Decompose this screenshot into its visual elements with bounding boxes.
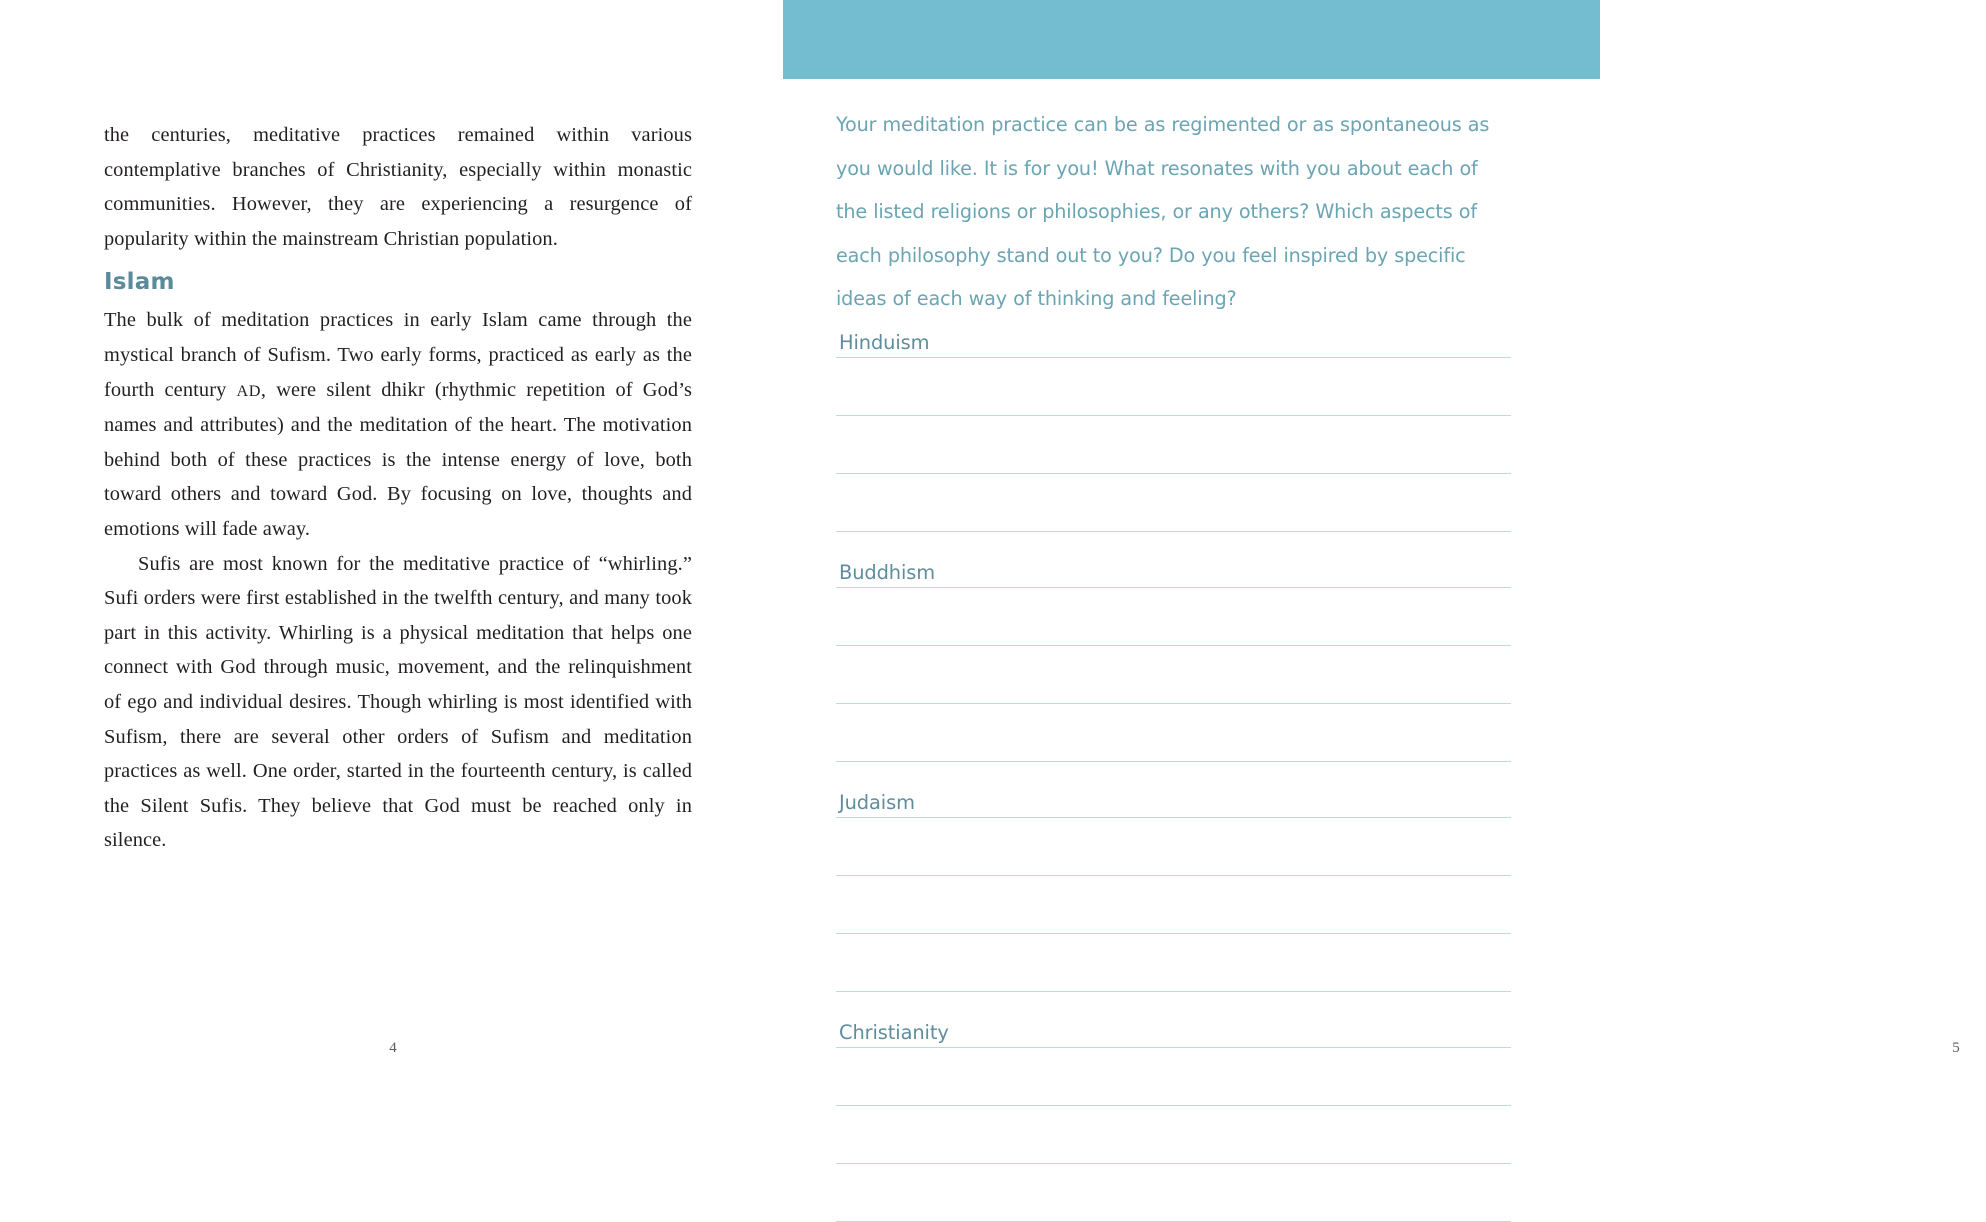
journal-write-line[interactable]: [836, 1164, 1511, 1222]
journal-prompt-text: Your meditation practice can be as regimented or as spontaneous as you would like. It is for you! What resonates with you about each of the listed religions or philosophies, or any others? Which aspects of each philosophy stand out to you? Do you feel inspired by specific ideas of each way of thinking and feeling?: [836, 113, 1490, 311]
journal-write-line[interactable]: [836, 934, 1511, 992]
journal-write-line[interactable]: [836, 1106, 1511, 1164]
journal-label-line[interactable]: [836, 328, 1511, 358]
left-page-body-column: [104, 118, 692, 858]
page-number-left: 4: [389, 1040, 397, 1056]
journal-section-buddhism: [836, 532, 1511, 762]
journal-write-line[interactable]: [836, 818, 1511, 876]
journal-write-line[interactable]: [836, 588, 1511, 646]
journal-section-hinduism: [836, 328, 1511, 532]
journal-section-judaism: [836, 762, 1511, 992]
journal-label-line[interactable]: [836, 1018, 1511, 1048]
journal-section-label: Christianity: [839, 1021, 949, 1044]
journal-section-spacer: [836, 992, 1511, 1018]
header-band: [783, 0, 1600, 79]
journal-section-spacer: [836, 532, 1511, 558]
paragraph-islam-1-part-b: , were silent dhikr (rhythmic repetition of God’s names and attributes) and the meditation of the heart. The motivation behind both of these practices is the intense energy of love, both toward others and toward God. By focusing on love, thoughts and emotions will fade away.: [104, 378, 693, 540]
paragraph-islam-1-part-a: The bulk of meditation practices in early Islam came through the mystical branch of Sufism. Two early forms, practiced as early as the fourth century: [104, 309, 692, 401]
journal-section-christianity: [836, 992, 1511, 1222]
page-number-right: 5: [1952, 1040, 1960, 1056]
journal-write-line[interactable]: [836, 704, 1511, 762]
journal-label-line[interactable]: [836, 558, 1511, 588]
journal-write-line[interactable]: [836, 1048, 1511, 1106]
journal-write-line[interactable]: [836, 358, 1511, 416]
journal-write-line[interactable]: [836, 646, 1511, 704]
paragraph-islam-1: [104, 303, 692, 546]
journal-section-label: Hinduism: [839, 331, 930, 354]
paragraph-continued: the centuries, meditative practices remained within various contemplative branches of Christianity, especially within monastic communities. However, they are experiencing a resurgence of popularity within the mainstream Christian population.: [104, 124, 692, 250]
journal-entry-area[interactable]: [836, 328, 1511, 1222]
right-page: [783, 0, 1960, 1120]
left-page: [0, 0, 783, 1120]
paragraph-islam-2: Sufis are most known for the meditative practice of “whirling.” Sufi orders were first established in the twelfth century, and many took part in this activity. Whirling is a physical meditation that helps one connect with God through music, movement, and the relinquishment of ego and individual desires. Though whirling is most identified with Sufism, there are several other orders of Sufism and meditation practices as well. One order, started in the fourteenth century, is called the Silent Sufis. They believe that God must be reached only in silence.: [104, 552, 692, 852]
journal-label-line[interactable]: [836, 788, 1511, 818]
journal-prompt-block: [836, 103, 1511, 321]
journal-write-line[interactable]: [836, 876, 1511, 934]
section-heading-islam: Islam: [104, 269, 175, 296]
smallcaps-ad: AD: [236, 381, 261, 400]
journal-write-line[interactable]: [836, 474, 1511, 532]
journal-section-spacer: [836, 762, 1511, 788]
journal-write-line[interactable]: [836, 416, 1511, 474]
journal-section-label: Buddhism: [839, 561, 936, 584]
journal-section-label: Judaism: [839, 791, 915, 814]
